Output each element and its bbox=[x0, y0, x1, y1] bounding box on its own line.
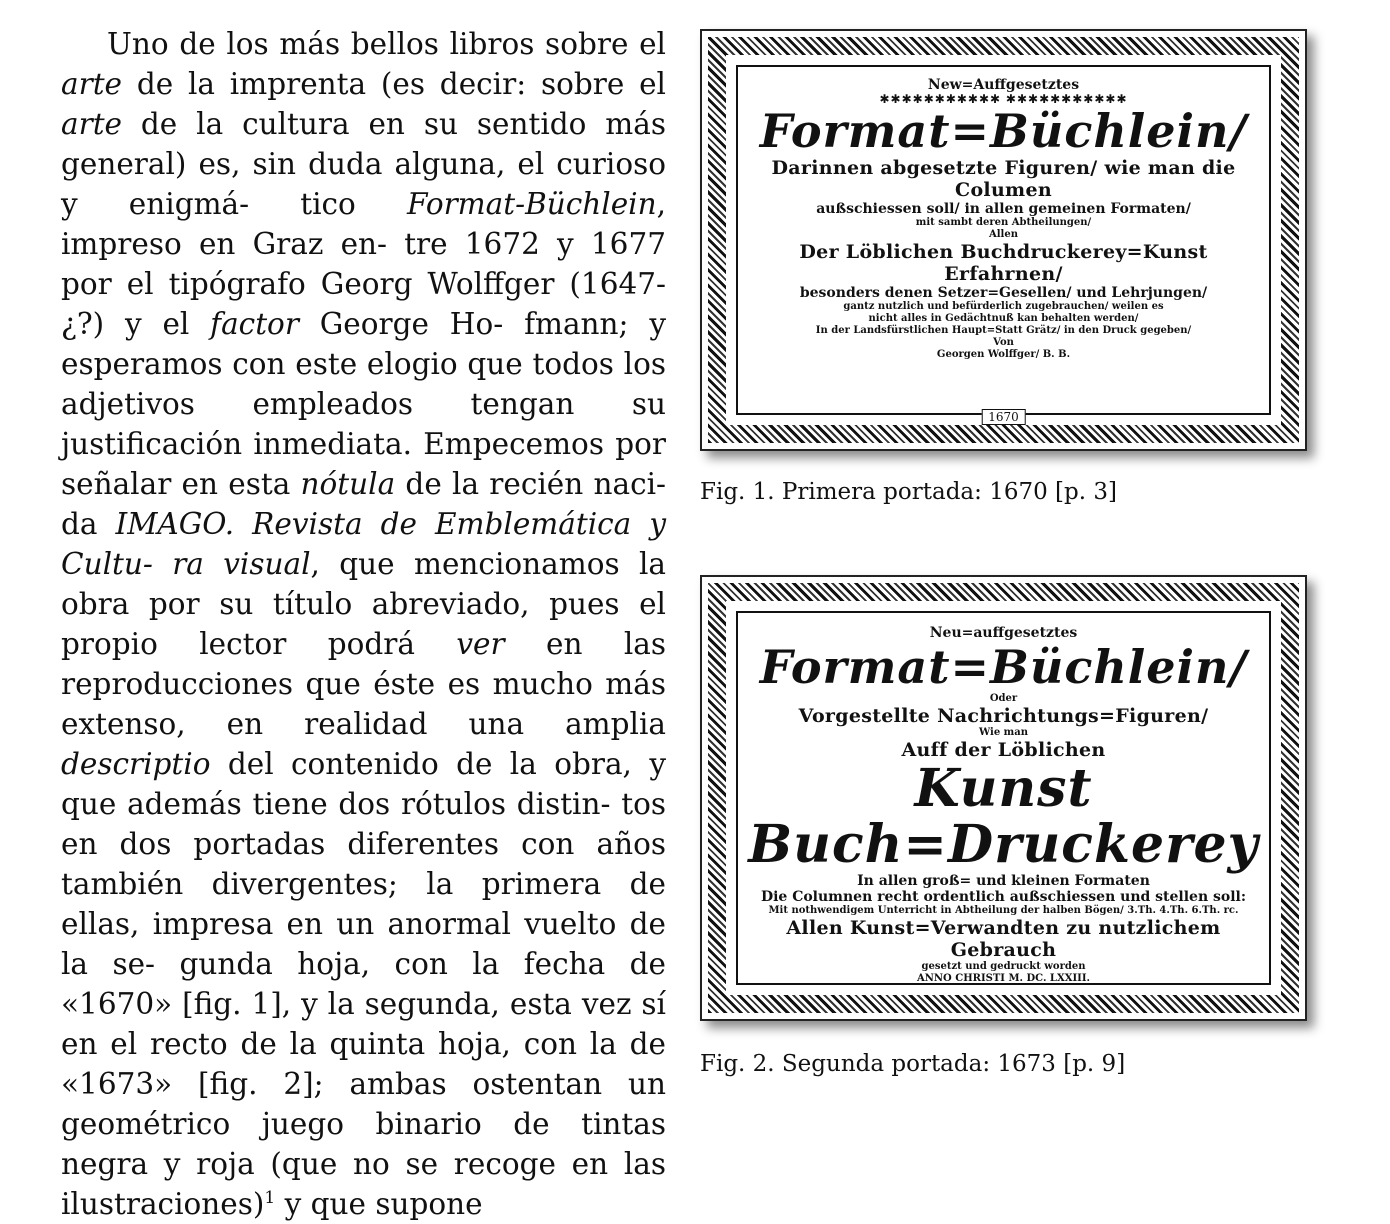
figure-1 bbox=[700, 29, 1307, 507]
title-line: New=Auffgesetztes bbox=[927, 77, 1080, 93]
title-main: Format=Büchlein/ bbox=[759, 104, 1248, 158]
figure-1-caption: Fig. 1. Primera portada: 1670 [p. 3] bbox=[700, 479, 1117, 505]
title-main: Format=Büchlein/ bbox=[759, 640, 1248, 694]
title-line: nicht alles in Gedächtnuß kan behalten werden/ bbox=[868, 313, 1139, 324]
body-paragraph: Uno de los más bellos libros sobre el arte de la imprenta (es decir: sobre el arte de la cultura en su sentido más general) es, sin duda alguna, el curioso y enigmá- tico Format-Büchlein, impreso en Graz en- tre 1672 y 1677 por el tipógrafo Georg Wolffger (1647-¿?) y el factor George Ho- fmann; y esperamos con este elogio que todos los adjetivos empleados tengan su justificación inmediata. Empecemos por señalar en esta nótula de la recién naci- da IMAGO. Revista de Emblemática y Cultu- ra visual, que mencionamos la obra por su título abreviado, pues el propio lector podrá ver en las reproducciones que éste es mucho más extenso, en realidad una amplia descriptio del contenido de la obra, y que además tiene dos rótulos distin- tos en dos portadas diferentes con años también divergentes; la primera de ellas, impresa en un anormal vuelto de la se- gunda hoja, con la fecha de «1670» [fig. 1], y la segunda, esta vez sí en el recto de la quinta hoja, con la de «1673» [fig. 2]; ambas ostentan un geométrico juego binario de tintas negra y roja (que no se recoge en las ilustraciones)$^1$ y que supone bbox=[61, 27, 667, 1221]
figure-2 bbox=[700, 575, 1307, 1079]
title-line: In allen groß= und kleinen Formaten bbox=[857, 873, 1150, 889]
title-line: außschiessen soll/ in allen gemeinen Formaten/ bbox=[816, 201, 1191, 217]
title-line: Oder bbox=[989, 693, 1018, 704]
title-page-1 bbox=[736, 65, 1271, 415]
title-line: gesetzt und gedruckt worden bbox=[921, 961, 1086, 972]
title-line: Die Columnen recht ordentlich außschiessen und stellen soll: bbox=[760, 889, 1247, 905]
footnote-marker[interactable]: 1 bbox=[264, 1188, 276, 1208]
title-line: Der Löblichen Buchdruckerey=Kunst Erfahrnen/ bbox=[799, 241, 1208, 285]
title-line: Georgen Wolffger/ B. B. bbox=[936, 349, 1071, 360]
title-line: In der Landsfürstlichen Haupt=Statt Grätz/ in den Druck gegeben/ bbox=[815, 325, 1192, 336]
title-line: Allen bbox=[989, 229, 1018, 240]
title-line: mit sambt deren Abtheilungen/ bbox=[915, 217, 1092, 228]
star-row: ✱✱✱✱✱✱✱✱✱✱✱ ✱✱✱✱✱✱✱✱✱✱✱ bbox=[879, 92, 1128, 106]
title-line: Allen Kunst=Verwandten zu nutzlichem Gebrauch bbox=[786, 917, 1221, 961]
title-line: Vorgestellte Nachrichtungs=Figuren/ bbox=[798, 705, 1209, 727]
title-line: Wie man bbox=[978, 727, 1029, 738]
title-main: Kunst Buch=Druckerey bbox=[748, 758, 1259, 875]
figure-1-image bbox=[700, 29, 1307, 451]
figure-2-caption: Fig. 2. Segunda portada: 1673 [p. 9] bbox=[700, 1051, 1126, 1077]
title-line: Mit nothwendigem Unterricht in Abtheilung der halben Bögen/ 3.Th. 4.Th. 6.Th. rc. bbox=[768, 905, 1239, 916]
title-page-2 bbox=[736, 611, 1271, 985]
title-line: gantz nutzlich und befürderlich zugebrauchen/ weilen es bbox=[843, 301, 1164, 312]
title-line: Darinnen abgesetzte Figuren/ wie man die Columen bbox=[771, 157, 1236, 201]
title-line: Neu=auffgesetztes bbox=[929, 625, 1078, 641]
title-line: Von bbox=[993, 337, 1014, 348]
body-text-column bbox=[61, 24, 666, 1224]
figure-2-image bbox=[700, 575, 1307, 1021]
year-label: 1670 bbox=[981, 409, 1026, 425]
title-line: ANNO CHRISTI M. DC. LXXIII. bbox=[917, 973, 1090, 984]
title-line: besonders denen Setzer=Gesellen/ und Lehrjungen/ bbox=[799, 285, 1208, 301]
title-line: Auff der Löblichen bbox=[901, 739, 1106, 761]
